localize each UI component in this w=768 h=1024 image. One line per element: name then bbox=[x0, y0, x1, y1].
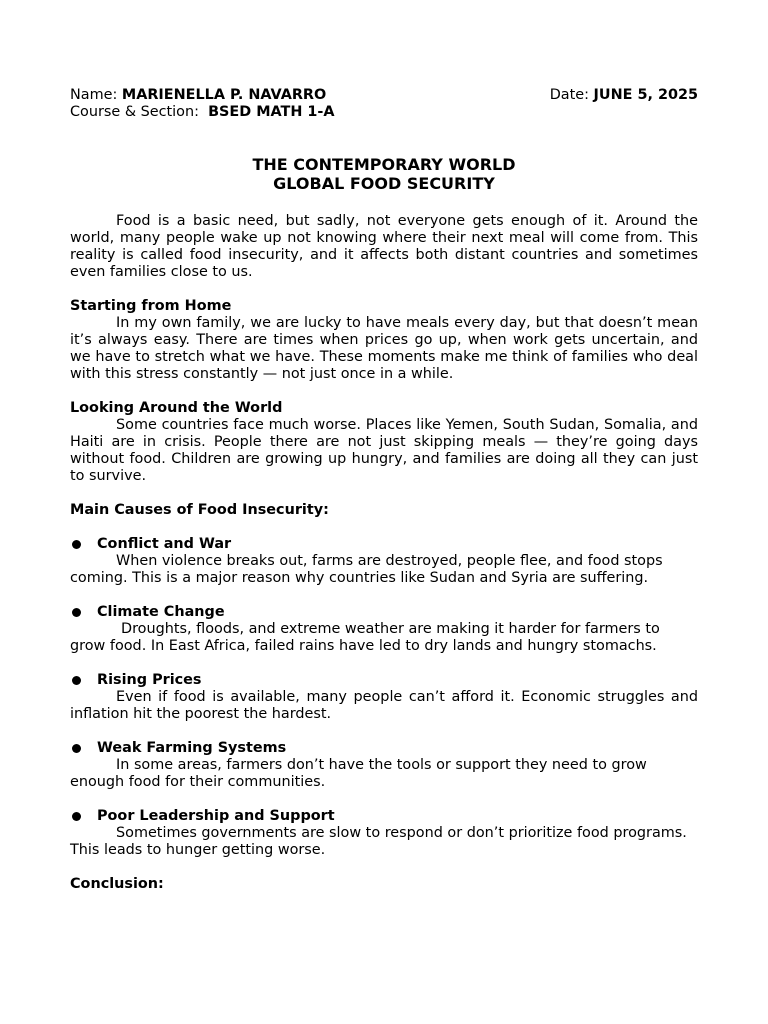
name-date-row bbox=[70, 87, 698, 104]
intro-paragraph: Food is a basic need, but sadly, not everyone gets enough of it. Around the world, many people wake up not knowing where their next meal will come from. This reality is called food insecurity, and it affects both distant countries and sometimes even families close to us. bbox=[70, 213, 698, 280]
bullet-icon bbox=[72, 812, 81, 821]
cause-body-prices: Even if food is available, many people can’t afford it. Economic struggles and inflation hit the poorest the hardest. bbox=[70, 689, 698, 722]
cause-title: Climate Change bbox=[97, 604, 225, 620]
bullet-icon bbox=[72, 608, 81, 617]
course-line bbox=[70, 104, 698, 121]
document-page bbox=[70, 87, 698, 893]
date-label: Date: bbox=[549, 87, 594, 103]
cause-body-farming: In some areas, farmers don’t have the tools or support they need to grow enough food for their communities. bbox=[70, 757, 647, 790]
document-title bbox=[70, 155, 698, 193]
title-line-2: GLOBAL FOOD SECURITY bbox=[273, 174, 495, 193]
date-value: JUNE 5, 2025 bbox=[593, 87, 698, 103]
name-line bbox=[70, 87, 326, 104]
name-value: MARIENELLA P. NAVARRO bbox=[121, 87, 327, 103]
cause-heading-farming bbox=[70, 740, 698, 757]
section-body-home: In my own family, we are lucky to have meals every day, but that doesn’t mean it’s always easy. There are times when prices go up, when work gets uncertain, and we have to stretch what we have. These moments make me think of families who deal with this stress constantly — not just once in a while. bbox=[70, 315, 698, 382]
cause-heading-climate bbox=[70, 604, 698, 621]
course-value: BSED MATH 1-A bbox=[208, 104, 335, 120]
bullet-icon bbox=[72, 744, 81, 753]
cause-body-leadership: Sometimes governments are slow to respond or don’t prioritize food programs. This leads to hunger getting worse. bbox=[70, 825, 687, 858]
section-heading-home: Starting from Home bbox=[70, 298, 232, 314]
cause-title: Conflict and War bbox=[97, 536, 232, 552]
section-heading-world: Looking Around the World bbox=[70, 400, 283, 416]
bullet-icon bbox=[72, 540, 81, 549]
course-label: Course & Section: bbox=[70, 104, 209, 120]
conclusion-heading: Conclusion: bbox=[70, 876, 164, 892]
section-body-world: Some countries face much worse. Places like Yemen, South Sudan, Somalia, and Haiti are in crisis. People there are not just skipping meals — they’re going days without food. Children are growing up hungry, and families are doing all they can just to survive. bbox=[70, 417, 698, 484]
cause-title: Weak Farming Systems bbox=[97, 740, 287, 756]
cause-heading-leadership bbox=[70, 808, 698, 825]
cause-title: Poor Leadership and Support bbox=[97, 808, 335, 824]
cause-body-climate: Droughts, floods, and extreme weather are making it harder for farmers to grow food. In East Africa, failed rains have led to dry lands and hungry stomachs. bbox=[70, 621, 660, 654]
cause-heading-prices bbox=[70, 672, 698, 689]
name-label: Name: bbox=[70, 87, 122, 103]
causes-heading: Main Causes of Food Insecurity: bbox=[70, 502, 329, 518]
bullet-icon bbox=[72, 676, 81, 685]
cause-heading-conflict bbox=[70, 536, 698, 553]
cause-title: Rising Prices bbox=[97, 672, 202, 688]
date-line bbox=[550, 87, 698, 104]
title-line-1: THE CONTEMPORARY WORLD bbox=[252, 155, 516, 174]
cause-body-conflict: When violence breaks out, farms are destroyed, people flee, and food stops coming. This is a major reason why countries like Sudan and Syria are suffering. bbox=[70, 553, 663, 586]
